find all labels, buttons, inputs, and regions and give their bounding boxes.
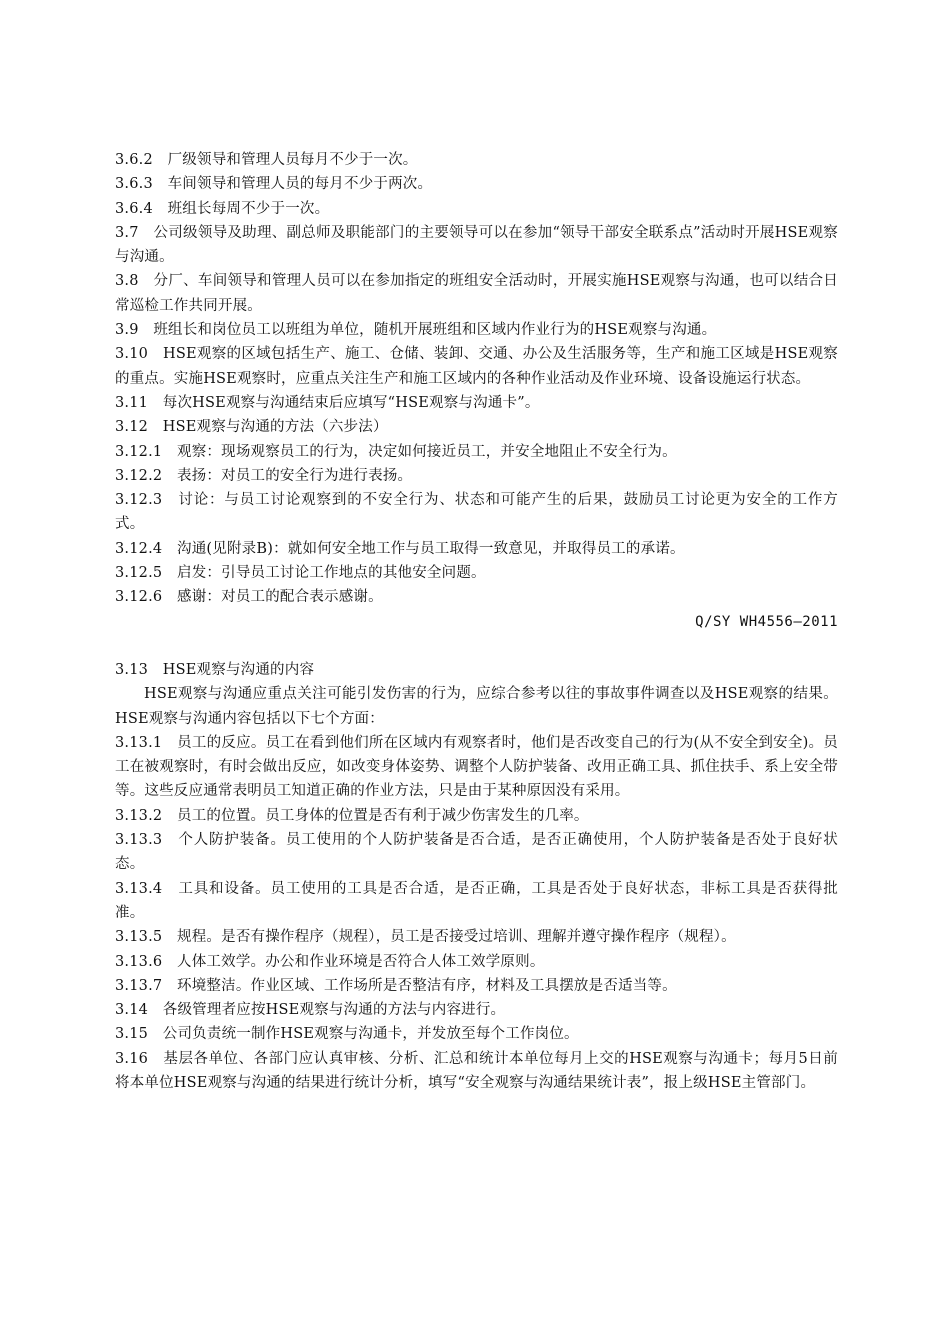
paragraph-3-7: 3.7 公司级领导及助理、副总师及职能部门的主要领导可以在参加“领导干部安全联系点”活动时开展HSE观察与沟通。 bbox=[115, 224, 838, 266]
paragraph-3-12-5: 3.12.5 启发：引导员工讨论工作地点的其他安全问题。 bbox=[115, 565, 486, 582]
paragraph-3-6-2: 3.6.2 厂级领导和管理人员每月不少于一次。 bbox=[115, 152, 418, 168]
paragraph-3-13-4: 3.13.4 工具和设备。员工使用的工具是否合适，是否正确，工具是否处于良好状态，非标工具是否获得批准。 bbox=[115, 880, 838, 921]
paragraph-3-10: 3.10 HSE观察的区域包括生产、施工、仓储、装卸、交通、办公及生活服务等，生产和施工区域是HSE观察的重点。实施HSE观察时，应重点关注生产和施工区域内的各种作业活动及作业环境、设备设施运行状态。 bbox=[115, 346, 838, 387]
document-code-header: Q/SY WH4556—2011 bbox=[695, 613, 838, 630]
paragraph-3-13-7: 3.13.7 环境整洁。作业区域、工作场所是否整洁有序，材料及工具摆放是否适当等。 bbox=[115, 977, 677, 994]
paragraph-3-12-4: 3.12.4 沟通(见附录B)：就如何安全地工作与员工取得一致意见，并取得员工的承诺。 bbox=[115, 540, 685, 557]
paragraph-3-6-4: 3.6.4 班组长每周不少于一次。 bbox=[115, 200, 330, 217]
paragraph-3-8: 3.8 分厂、车间领导和管理人员可以在参加指定的班组安全活动时，开展实施HSE观察与沟通，也可以结合日常巡检工作共同开展。 bbox=[115, 273, 838, 314]
paragraph-3-14: 3.14 各级管理者应按HSE观察与沟通的方法与内容进行。 bbox=[115, 1002, 506, 1019]
paragraph-3-12-1: 3.12.1 观察：现场观察员工的行为，决定如何接近员工，并安全地阻止不安全行为。 bbox=[115, 443, 677, 460]
paragraph-3-6-3: 3.6.3 车间领导和管理人员的每月不少于两次。 bbox=[115, 176, 433, 193]
paragraph-3-13-5: 3.13.5 规程。是否有操作程序（规程），员工是否接受过培训、理解并遵守操作程序（规程）。 bbox=[115, 929, 736, 946]
paragraph-3-13-2: 3.13.2 员工的位置。员工身体的位置是否有利于减少伤害发生的几率。 bbox=[115, 807, 589, 824]
paragraph-3-15: 3.15 公司负责统一制作HSE观察与沟通卡，并发放至每个工作岗位。 bbox=[115, 1026, 579, 1043]
paragraph-3-13-3: 3.13.3 个人防护装备。员工使用的个人防护装备是否合适，是否正确使用，个人防护装备是否处于良好状态。 bbox=[115, 832, 838, 873]
paragraph-3-9: 3.9 班组长和岗位员工以班组为单位，随机开展班组和区域内作业行为的HSE观察与沟通。 bbox=[115, 322, 717, 339]
document-page bbox=[115, 148, 838, 1095]
paragraph-3-13-1: 3.13.1 员工的反应。员工在看到他们所在区域内有观察者时，他们是否改变自己的行为(从不安全到安全)。员工在被观察时，有时会做出反应，如改变身体姿势、调整个人防护装备、改用正确工具、抓住扶手、系上安全带等。这些反应通常表明员工知道正确的作业方法，只是由于某种原因没有采用。 bbox=[115, 734, 838, 800]
paragraph-3-12: 3.12 HSE观察与沟通的方法（六步法） bbox=[115, 419, 388, 436]
paragraph-3-12-3: 3.12.3 讨论：与员工讨论观察到的不安全行为、状态和可能产生的后果，鼓励员工讨论更为安全的工作方式。 bbox=[115, 492, 838, 533]
section-3-13-to-3-16 bbox=[115, 658, 838, 1095]
paragraph-3-11: 3.11 每次HSE观察与沟通结束后应填写“HSE观察与沟通卡”。 bbox=[115, 394, 540, 411]
paragraph-3-12-2: 3.12.2 表扬：对员工的安全行为进行表扬。 bbox=[115, 467, 413, 484]
paragraph-3-16: 3.16 基层各单位、各部门应认真审核、分析、汇总和统计本单位每月上交的HSE观察与沟通卡；每月5日前将本单位HSE观察与沟通的结果进行统计分析，填写“安全观察与沟通结果统计表”，报上级HSE主管部门。 bbox=[115, 1050, 838, 1091]
paragraph-3-12-6: 3.12.6 感谢：对员工的配合表示感谢。 bbox=[115, 589, 383, 606]
section-3-6-to-3-12 bbox=[115, 148, 838, 610]
section-title-3-13: 3.13 HSE观察与沟通的内容 bbox=[115, 661, 315, 678]
section-intro: HSE观察与沟通应重点关注可能引发伤害的行为，应综合参考以往的事故事件调查以及HSE观察的结果。HSE观察与沟通内容包括以下七个方面： bbox=[115, 686, 838, 727]
page-break-gap bbox=[115, 634, 838, 658]
paragraph-3-13-6: 3.13.6 人体工效学。办公和作业环境是否符合人体工效学原则。 bbox=[115, 953, 545, 970]
